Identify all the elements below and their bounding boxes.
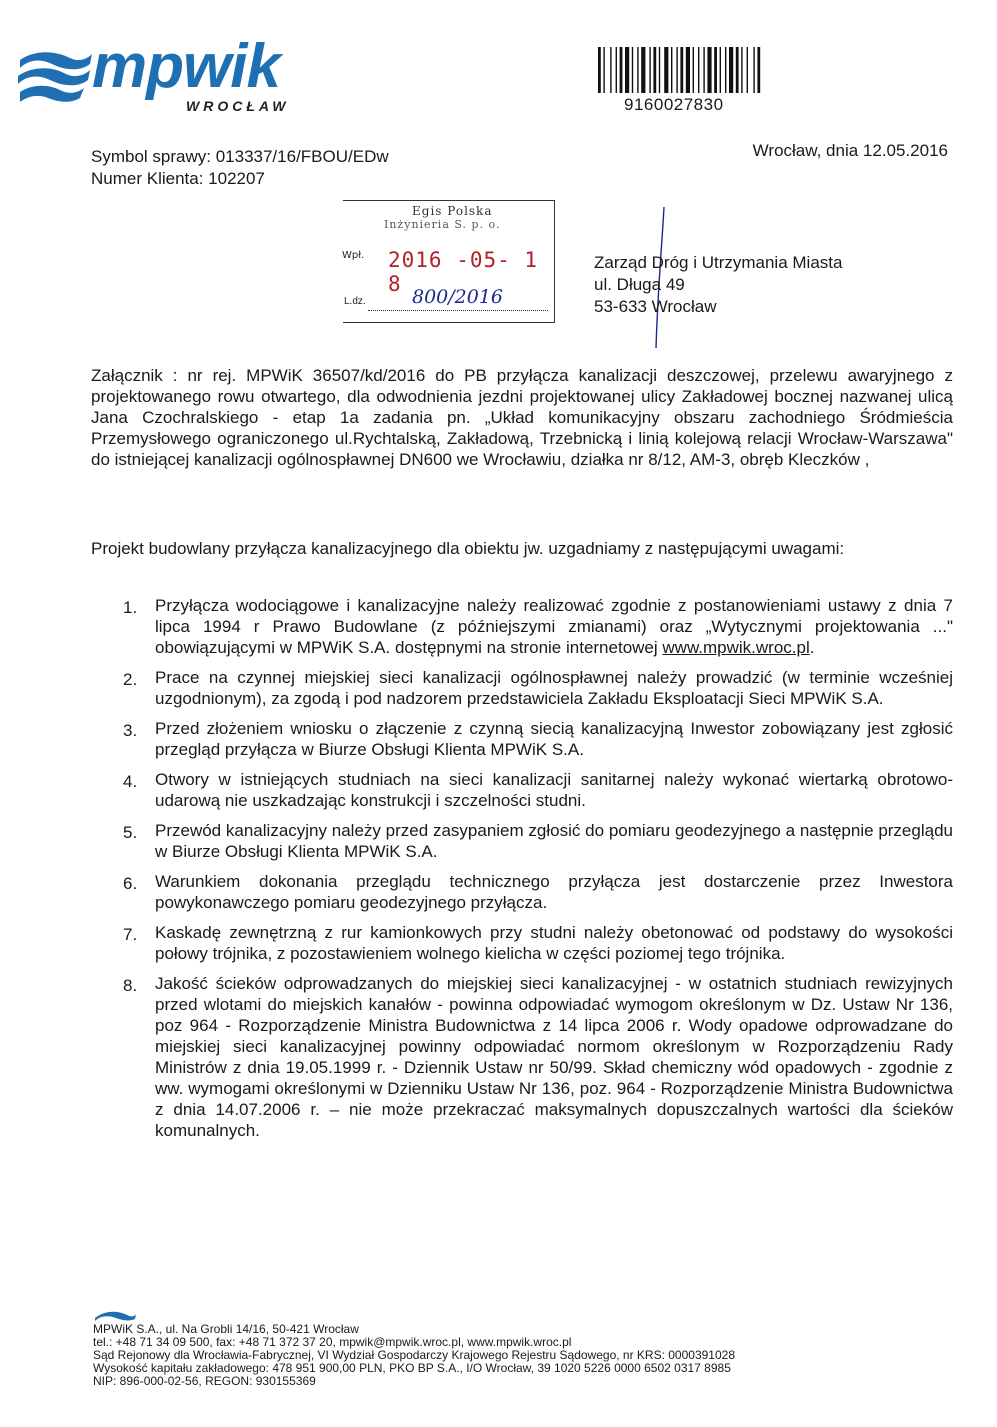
list-item: [91, 595, 953, 658]
list-item-text: Przyłącza wodociągowe i kanalizacyjne należy realizować zgodnie z postanowieniami ustawy z dnia 7 lipca 1994 r Prawo Budowlane (z późniejszymi zmianami) oraz „Wytycznymi projektowania ..." obowiązującymi w MPWiK S.A. dostępnymi na stronie internetowej: [155, 596, 953, 657]
footer: [93, 1323, 903, 1388]
client-number: Numer Klienta: 102207: [91, 169, 265, 188]
remarks-list: [91, 595, 953, 1150]
barcode-bar: [637, 47, 638, 93]
recipient-address: [594, 252, 842, 318]
list-item-text: Prace na czynnej miejskiej sieci kanalizacji ogólnospławnej należy prowadzić (w terminie wcześniej uzgodnionym), za zgodą i pod nadzorem przedstawiciela Zakładu Eksploatacji Sieci MPWiK S.A.: [155, 668, 953, 708]
list-item-number: 2.: [123, 670, 138, 689]
barcode-bar: [625, 47, 629, 93]
attachment-paragraph: Załącznik : nr rej. MPWiK 36507/kd/2016 do PB przyłącza kanalizacji deszczowej, przelewu awaryjnego z projektowanego rowu otwartego, dla odwodnienia jezdni projektowanej ulicy Zakładowej bocznej nazwanej ulicą Jana Czochralskiego - etap 1a zadania pn. „Układ komunikacyjny obszaru zachodniego Śródmieścia Przemysłowego ograniczonego ul.Rychtalską, Zakładową, Trzebnicką i linią kolejową relacji Wrocław-Warszawa" do istniejącej kanalizacji ogólnospławnej DN600 we Wrocławiu, działka nr 8/12, AM-3, obręb Kleczków ,: [91, 366, 953, 469]
list-item: [91, 871, 953, 913]
recipient-city: 53-633 Wrocław: [594, 297, 717, 316]
list-item-text: Otwory w istniejących studniach na sieci kanalizacji sanitarnej należy wykonać wiertarką obrotowo-udarową nie uszkadzając konstrukcji i szczelności studni.: [155, 770, 953, 810]
intro-paragraph: Projekt budowlany przyłącza kanalizacyjnego dla obiektu jw. uzgadniamy z następującymi uwagami:: [91, 539, 845, 558]
barcode-bar: [753, 47, 754, 93]
list-item-text: Przewód kanalizacyjny należy przed zasypaniem zgłosić do pomiaru geodezyjnego a następnie przeglądu w Biurze Obsługi Klienta MPWiK S.A.: [155, 821, 953, 861]
barcode-bar: [653, 47, 656, 93]
barcode-bar: [671, 47, 672, 93]
list-item-number: 8.: [123, 976, 138, 995]
list-item: [91, 718, 953, 760]
barcode-bar: [610, 47, 611, 93]
barcode-bar: [707, 47, 711, 93]
recipient-street: ul. Długa 49: [594, 275, 685, 294]
list-item: [91, 820, 953, 862]
barcode-bar: [664, 47, 668, 93]
barcode-bar: [757, 47, 760, 93]
list-item: [91, 973, 953, 1141]
barcode-bar: [725, 47, 726, 93]
barcode-bar: [741, 47, 742, 93]
stamp-company: Egis Polska: [412, 204, 493, 218]
barcode-bar: [747, 47, 748, 93]
list-item-punct: .: [809, 638, 815, 657]
list-item-number: 6.: [123, 874, 138, 893]
footer-court: Sąd Rejonowy dla Wrocławia-Fabrycznej, VI Wydział Gospodarczy Krajowego Rejestru Sądowego, nr KRS: 0000391028: [93, 1348, 735, 1362]
stamp-ldz-handwritten: 800/2016: [412, 286, 504, 308]
received-stamp: [336, 196, 556, 326]
list-item-text: Przed złożeniem wniosku o złączenie z czynną siecią kanalizacyjną Inwestor zobowiązany jest zgłosić przegląd przyłącza w Biurze Obsługi Klienta MPWiK S.A.: [155, 719, 953, 759]
website-link[interactable]: www.mpwik.wroc.pl: [662, 638, 810, 657]
barcode-bar: [649, 47, 650, 93]
stamp-company-line2: Inżynieria S. p. o.: [384, 218, 501, 231]
footer-ids: NIP: 896-000-02-56, REGON: 930155369: [93, 1374, 316, 1388]
barcode: [598, 47, 853, 93]
list-item-text: Jakość ścieków odprowadzanych do miejskiej sieci kanalizacyjnej - w ostatnich studniach rewizyjnych przed wlotami do miejskich kanałów - powinna odpowiadać wymogom określonym w Dz. Ustaw Nr 136, poz 964 - Rozporządzenie Ministra Budownictwa z 14 lipca 2006 r. Wody opadowe odprowadzane do miejskiej sieci kanalizacyjnej powinny odpowiadać normom określonym w Rozporządzeniu Rady Ministrów z dnia 19.05.1999 r. - Dziennik Ustaw nr 50/99. Skład chemiczny wód opadowych - zgodnie z ww. wymogami określonymi w Dzienniku Ustaw Nr 136, poz. 964 - Rozporządzenie Ministra Budownictwa z dnia 14.07.2006 r. – nie może przekraczać maksymalnych dopuszczalnych wartości dla ścieków komunalnych.: [155, 974, 953, 1140]
recipient-name: Zarząd Dróg i Utrzymania Miasta: [594, 253, 843, 272]
list-item-number: 1.: [123, 598, 138, 617]
barcode-bar: [720, 47, 721, 93]
case-meta: [91, 146, 389, 190]
barcode-bar: [676, 47, 677, 93]
list-item: [91, 769, 953, 811]
waves-icon: [14, 50, 94, 106]
stamp-received-label: Wpł.: [342, 250, 365, 261]
footer-address: MPWiK S.A., ul. Na Grobli 14/16, 50-421 Wrocław: [93, 1322, 359, 1336]
barcode-bar: [736, 47, 739, 93]
case-symbol: Symbol sprawy: 013337/16/FBOU/EDw: [91, 147, 389, 166]
list-item-number: 5.: [123, 823, 138, 842]
stamp-ldz-label: L.dz.: [344, 296, 366, 307]
barcode-bar: [620, 47, 623, 93]
barcode-bar: [659, 47, 660, 93]
barcode-bar: [703, 47, 704, 93]
barcode-bar: [680, 47, 683, 93]
list-item-number: 3.: [123, 721, 138, 740]
company-logo: [14, 32, 304, 122]
list-item: [91, 667, 953, 709]
barcode-bar: [632, 47, 633, 93]
barcode-bar: [729, 47, 733, 93]
barcode-bar: [641, 47, 645, 93]
footer-wave-icon: [93, 1308, 137, 1322]
stamp-dotted-line: [368, 310, 548, 311]
barcode-bar: [698, 47, 699, 93]
list-item: [91, 922, 953, 964]
list-item-number: 7.: [123, 925, 138, 944]
list-item-text: Kaskadę zewnętrzną z rur kamionkowych przy studni należy obetonować od podstawy do wysokości połowy trójnika, z pozostawieniem wolnego kielicha w części poziomej tego trójnika.: [155, 923, 953, 963]
barcode-bar: [603, 47, 604, 93]
barcode-bar: [693, 47, 694, 93]
barcode-number: 9160027830: [624, 95, 724, 114]
barcode-bar: [714, 47, 717, 93]
footer-contact: tel.: +48 71 34 09 500, fax: +48 71 372 37 20, mpwik@mpwik.wroc.pl, www.mpwik.wroc.pl: [93, 1335, 572, 1349]
barcode-bar: [686, 47, 690, 93]
logo-city: WROCŁAW: [186, 98, 290, 114]
logo-wordmark: mpwik: [92, 32, 280, 101]
list-item-text: Warunkiem dokonania przeglądu technicznego przyłącza jest dostarczenie przez Inwestora powykonawczego pomiaru geodezyjnego przyłącza.: [155, 872, 953, 912]
letter-date: Wrocław, dnia 12.05.2016: [752, 141, 948, 160]
footer-capital: Wysokość kapitału zakładowego: 478 951 900,00 PLN, PKO BP S.A., I/O Wrocław, 39 1020 5226 0000 6502 0317 8985: [93, 1361, 731, 1375]
barcode-bar: [598, 47, 601, 93]
barcode-bar: [616, 47, 617, 93]
list-item-number: 4.: [123, 772, 138, 791]
stamp-received-date: 2016 -05- 1 8: [388, 248, 539, 296]
